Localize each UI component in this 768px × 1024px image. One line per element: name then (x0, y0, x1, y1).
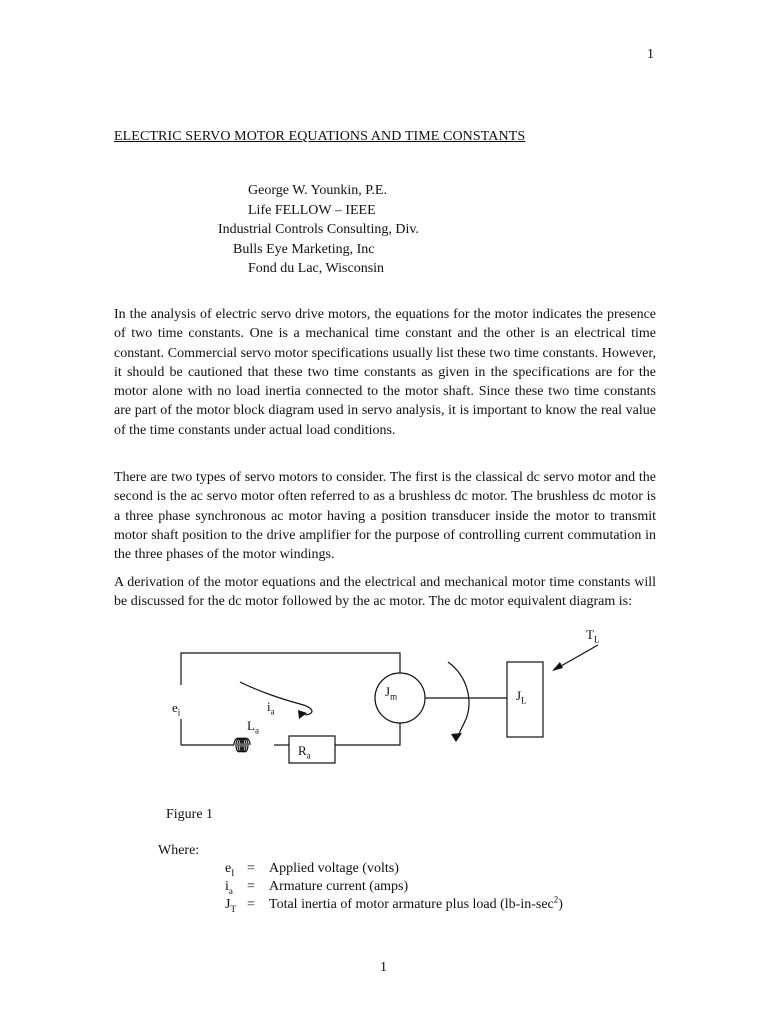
label-ia: $i_a$ (267, 699, 275, 717)
motor-rotor-jm (375, 673, 425, 723)
paragraph-motor-types: There are two types of servo motors to consider. The first is the classical dc servo motor and the second is the ac servo motor often referred to as a brushless dc motor. The brushless dc motor is a three phase synchronous ac motor having a position transducer inside the motor to transmit motor shaft position to the drive amplifier for the purpose of controlling current commutation in the three phases of the motor windings. (114, 470, 656, 563)
label-ra: $R_a$ (298, 743, 311, 761)
definition-description: Total inertia of motor armature plus load $(lb-in-\sec^2)$ (269, 894, 563, 912)
definition-symbol: $i_a$ (225, 879, 233, 896)
definition-equals: = (247, 897, 255, 912)
page-title: ELECTRIC SERVO MOTOR EQUATIONS AND TIME CONSTANTS (114, 129, 526, 144)
definition-description: Applied voltage (volts) (269, 861, 399, 876)
current-arrow-ia (240, 682, 312, 715)
definition-symbol: $e_I$ (225, 861, 235, 878)
resistor-ra (289, 736, 335, 763)
wire-top (181, 653, 400, 685)
inductor-coil-la (234, 738, 250, 752)
author-name: George W. Younkin, P.E. (248, 183, 387, 198)
author-fellowship: Life FELLOW – IEEE (248, 202, 376, 218)
paragraph-intro: In the analysis of electric servo drive motors, the equations for the motor indicates the presence of two time constants. One is a mechanical time constant and the other is an electrical time constant. Commercial servo motor specifications usually list these two time constants. However, it should be cautioned that these two time constants as given in the specifications are for the motor alone with no load inertia connected to the motor shaft. Since these two time constants are part of the motor block diagram used in servo analysis, it is important to know the real value of the time constants under actual load conditions. (114, 307, 656, 438)
torque-arrowhead (451, 733, 462, 742)
author-company: Bulls Eye Marketing, Inc (233, 241, 375, 257)
figure-caption: Figure 1 (166, 807, 214, 822)
definition-row (225, 879, 408, 895)
paragraph-derivation: A derivation of the motor equations and the electrical and mechanical motor time constants will be discussed for the dc motor followed by the ac motor. The dc motor equivalent diagram is: (114, 575, 656, 610)
label-jm: $J_m$ (385, 684, 398, 702)
torque-arrow (448, 662, 469, 738)
author-division: Industrial Controls Consulting, Div. (218, 222, 419, 237)
page-number-bottom: 1 (380, 960, 387, 975)
label-jl: $J_L$ (516, 688, 527, 706)
author-location: Fond du Lac, Wisconsin (248, 261, 385, 276)
wire-bottom-right (335, 723, 400, 745)
definition-equals: = (247, 879, 255, 894)
tl-arrowhead (552, 662, 563, 671)
label-ei: $e_i$ (172, 700, 181, 718)
definition-row (225, 894, 563, 914)
definition-row (225, 861, 399, 877)
page-number-top: 1 (647, 47, 654, 62)
label-la: $L_a$ (247, 718, 259, 736)
label-tl: $T_L$ (586, 627, 600, 645)
where-label: Where: (158, 843, 200, 858)
definition-equals: = (247, 861, 255, 876)
definition-symbol: $J_T$ (225, 897, 236, 914)
dc-motor-equivalent-diagram (150, 622, 630, 772)
definition-description: Armature current (amps) (269, 879, 409, 894)
